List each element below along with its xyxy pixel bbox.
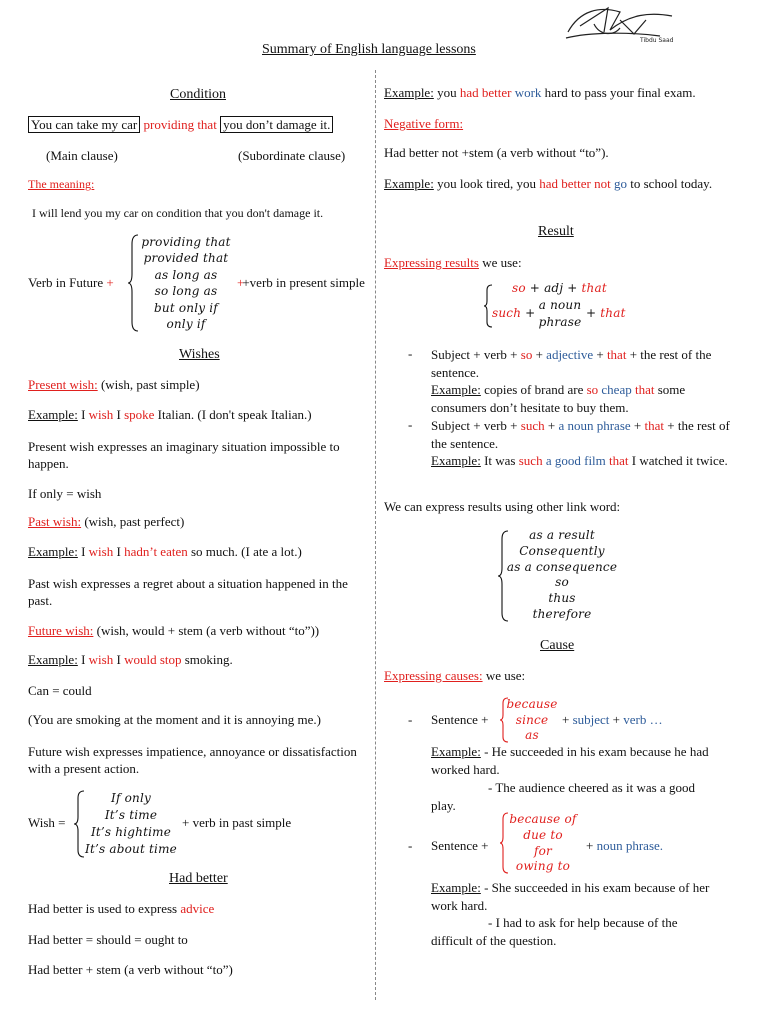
text: I	[77, 652, 89, 667]
verb-word: go	[614, 176, 627, 191]
past-wish-desc: Past wish expresses a regret about a situation happened in the past.	[28, 576, 348, 608]
result-formula-1	[512, 281, 607, 295]
because-of-options	[504, 812, 582, 875]
cause-b2-example-2: - I had to ask for help because of the difficult of the question.	[431, 915, 678, 948]
svg-text:Tibdu Saad: Tibdu Saad	[640, 37, 674, 44]
future-wish-label: Future wish:	[28, 623, 94, 638]
we-use: we use:	[478, 255, 522, 270]
that-word: that	[634, 382, 655, 397]
link-word: so	[555, 575, 569, 590]
negative-form-text: Had better not +stem (a verb without “to”).	[384, 145, 609, 160]
page-title: Summary of English language lessons	[262, 42, 476, 57]
we-use: we use:	[482, 668, 526, 683]
wish-word: wish	[88, 407, 114, 422]
wish-word: wish	[88, 544, 114, 559]
option-item: providing that	[141, 235, 231, 249]
future-wish	[28, 623, 319, 639]
wish-formula-right: + verb in past simple	[182, 815, 292, 830]
bullet-dash: -	[408, 346, 413, 361]
wish-option: It’s about time	[85, 842, 177, 856]
such-word: such	[518, 453, 543, 468]
result-bullet-1	[431, 346, 736, 416]
future-note: (You are smoking at the moment and it is annoying me.)	[28, 712, 321, 727]
meaning-label: The meaning:	[28, 177, 95, 191]
wishes-heading: Wishes	[179, 347, 220, 362]
present-wish-label: Present wish:	[28, 377, 98, 392]
link-word: Consequently	[519, 543, 605, 558]
link-word: as a result	[529, 528, 595, 542]
text: Had better is used to express	[28, 901, 181, 916]
example-label: Example:	[384, 85, 434, 100]
text: I	[113, 652, 125, 667]
because-of-option: owing to	[515, 859, 571, 874]
because-option: because	[506, 697, 558, 711]
signature	[560, 2, 680, 46]
example-label: Example:	[28, 407, 78, 422]
text: +	[562, 712, 573, 727]
text: It was	[480, 453, 519, 468]
noun-phrase-stack	[536, 297, 584, 331]
adjective-word: adjective	[546, 347, 594, 362]
condition-heading: Condition	[170, 87, 227, 102]
text: + the rest of the sentence.	[431, 347, 712, 380]
link-words	[506, 528, 618, 623]
text: to school today.	[627, 176, 713, 191]
text: + the rest of the sentence.	[431, 418, 730, 451]
text: I	[113, 544, 125, 559]
link-word: thus	[548, 591, 576, 606]
text: so much. (I ate a lot.)	[187, 544, 302, 559]
negative-form-label: Negative form:	[384, 116, 464, 131]
text: I	[77, 407, 89, 422]
future-wish-desc: Future wish expresses impatience, annoyance or dissatisfaction with a present action.	[28, 744, 357, 776]
example-label: Example:	[28, 652, 78, 667]
wish-formula-left: Wish =	[28, 815, 66, 830]
option-item: as long as	[154, 267, 218, 282]
had-better-line-3: Had better + stem (a verb without “to”)	[28, 962, 233, 977]
result-formula-2-end	[586, 306, 626, 320]
example-label: Example:	[431, 453, 481, 468]
option-item: only if	[166, 317, 206, 332]
had-better-not-word: had better not	[539, 176, 611, 191]
wish-options	[82, 790, 180, 858]
because-of-option: for	[533, 843, 552, 858]
had-better-heading: Had better	[169, 871, 228, 886]
future-wish-def: (wish, would + stem (a verb without “to”))	[93, 623, 320, 638]
text: +	[630, 418, 645, 433]
expressing-results	[384, 255, 522, 271]
because-of-option: due to	[523, 827, 563, 842]
can-could: Can = could	[28, 683, 92, 698]
had-better-line-2: Had better = should = ought to	[28, 932, 188, 947]
text: +	[609, 712, 624, 727]
text: hard to pass your final exam.	[541, 85, 696, 100]
cause-b2-left: Sentence +	[431, 838, 489, 853]
text: + adj +	[525, 281, 582, 295]
bullet-dash: -	[408, 712, 413, 727]
that-word: that	[581, 281, 607, 295]
condition-options	[138, 234, 234, 332]
main-clause-label: (Main clause)	[46, 148, 118, 163]
text: Subject + verb +	[431, 347, 521, 362]
text: +	[586, 838, 597, 853]
had-better-example-2	[384, 175, 734, 192]
expressing-causes	[384, 668, 525, 684]
wish-option: If only	[111, 791, 151, 805]
option-item: provided that	[143, 251, 229, 266]
link-word: therefore	[532, 606, 592, 621]
formula-right-text: +verb in present simple	[242, 275, 365, 290]
text: - He succeeded in his exam because he had worked hard.	[431, 744, 709, 777]
example-label: Example:	[431, 880, 481, 895]
text: +	[586, 306, 601, 320]
text: copies of brand are	[480, 382, 587, 397]
option-item: but only if	[154, 300, 218, 315]
wish-option: It’s time	[104, 808, 158, 822]
because-options	[504, 697, 560, 744]
text: you	[433, 85, 460, 100]
condition-example	[28, 117, 333, 133]
text: smoking.	[181, 652, 233, 667]
expressing-results-label: Expressing results	[384, 255, 479, 270]
noun-text: a noun	[538, 298, 582, 312]
column-divider	[375, 70, 376, 1000]
option-item: so long as	[154, 284, 218, 299]
bullet-dash: -	[408, 838, 413, 853]
had-better-word: had better	[459, 85, 512, 100]
text: - She succeeded in his exam because of her work hard.	[431, 880, 710, 913]
past-wish	[28, 514, 184, 530]
such-word: such	[492, 306, 522, 320]
because-of-option: because of	[509, 812, 577, 826]
example-3	[28, 652, 233, 668]
noun-phrase-word: noun phrase.	[596, 838, 664, 853]
text: +	[532, 347, 547, 362]
text: +	[593, 347, 607, 362]
connector: providing that	[143, 117, 217, 132]
cause-b1-left: Sentence +	[431, 712, 489, 727]
verb-word: verb …	[623, 712, 663, 727]
that-word: that	[644, 418, 664, 433]
bullet-dash: -	[408, 417, 413, 432]
cause-heading: Cause	[540, 638, 575, 653]
main-clause-box: You can take my car	[28, 116, 140, 133]
subject-word: subject	[572, 712, 610, 727]
present-wish-desc: Present wish expresses an imaginary situation impossible to happen.	[28, 439, 340, 471]
past-wish-def: (wish, past perfect)	[81, 514, 185, 529]
link-word-text: We can express results using other link word:	[384, 499, 621, 514]
condition-formula-right	[237, 275, 365, 291]
text: Italian. (I don't speak Italian.)	[154, 407, 312, 422]
text: I	[77, 544, 89, 559]
formula-left-text: Verb in Future	[28, 275, 104, 290]
example-label: Example:	[431, 744, 481, 759]
present-wish-def: (wish, past simple)	[97, 377, 200, 392]
text: I	[113, 407, 125, 422]
result-heading: Result	[538, 224, 574, 239]
noun-phrase-word: a good film	[545, 453, 606, 468]
example-1	[28, 407, 312, 423]
example-label: Example:	[431, 382, 481, 397]
meaning-text: I will lend you my car on condition that you don't damage it.	[32, 206, 324, 220]
that-word: that	[606, 347, 627, 362]
result-bullet-2	[431, 417, 736, 470]
had-better-example	[384, 85, 696, 101]
text: you look tired, you	[433, 176, 540, 191]
cause-b1-right	[562, 712, 663, 728]
text: I watched it twice.	[628, 453, 728, 468]
cause-b1-example	[431, 743, 721, 778]
verb-word: hadn’t eaten	[124, 544, 188, 559]
past-wish-label: Past wish:	[28, 514, 82, 529]
text: some consumers don’t hesitate to buy them.	[431, 382, 686, 415]
text: Subject + verb +	[431, 418, 521, 433]
so-word: so	[520, 347, 533, 362]
had-better-line-1	[28, 901, 214, 917]
so-word: so	[512, 281, 526, 295]
cause-b2-right	[586, 838, 663, 854]
verb-word: would stop	[124, 652, 182, 667]
noun-phrase-word: a noun phrase	[558, 418, 631, 433]
that-word: that	[609, 453, 629, 468]
such-word: such	[520, 418, 545, 433]
link-word: as a consequence	[506, 559, 618, 574]
because-option: since	[515, 712, 549, 727]
that-word: that	[600, 306, 626, 320]
wish-option: It’s hightime	[90, 825, 172, 839]
text: +	[544, 418, 559, 433]
advice-word: advice	[180, 901, 215, 916]
present-wish	[28, 377, 200, 393]
wish-word: wish	[88, 652, 114, 667]
expressing-causes-label: Expressing causes:	[384, 668, 483, 683]
verb-word: work	[514, 85, 542, 100]
result-formula-2	[492, 306, 535, 320]
text: +	[521, 306, 536, 320]
plus-sign: +	[106, 275, 114, 290]
so-word: so	[586, 382, 599, 397]
condition-formula-left	[28, 275, 114, 291]
sub-clause-label: (Subordinate clause)	[238, 148, 346, 163]
cause-b1-example-2: - The audience cheered as it was a good play.	[431, 780, 695, 813]
adjective-word: cheap	[601, 382, 632, 397]
phrase-text: phrase	[538, 315, 582, 329]
cause-b2-example	[431, 879, 721, 914]
example-2	[28, 544, 302, 560]
if-only: If only = wish	[28, 486, 102, 501]
verb-word: spoke	[124, 407, 155, 422]
example-label: Example:	[384, 176, 434, 191]
because-option: as	[525, 728, 539, 742]
example-label: Example:	[28, 544, 78, 559]
sub-clause-box: you don’t damage it.	[220, 116, 333, 133]
plus-sign: +	[237, 275, 245, 290]
